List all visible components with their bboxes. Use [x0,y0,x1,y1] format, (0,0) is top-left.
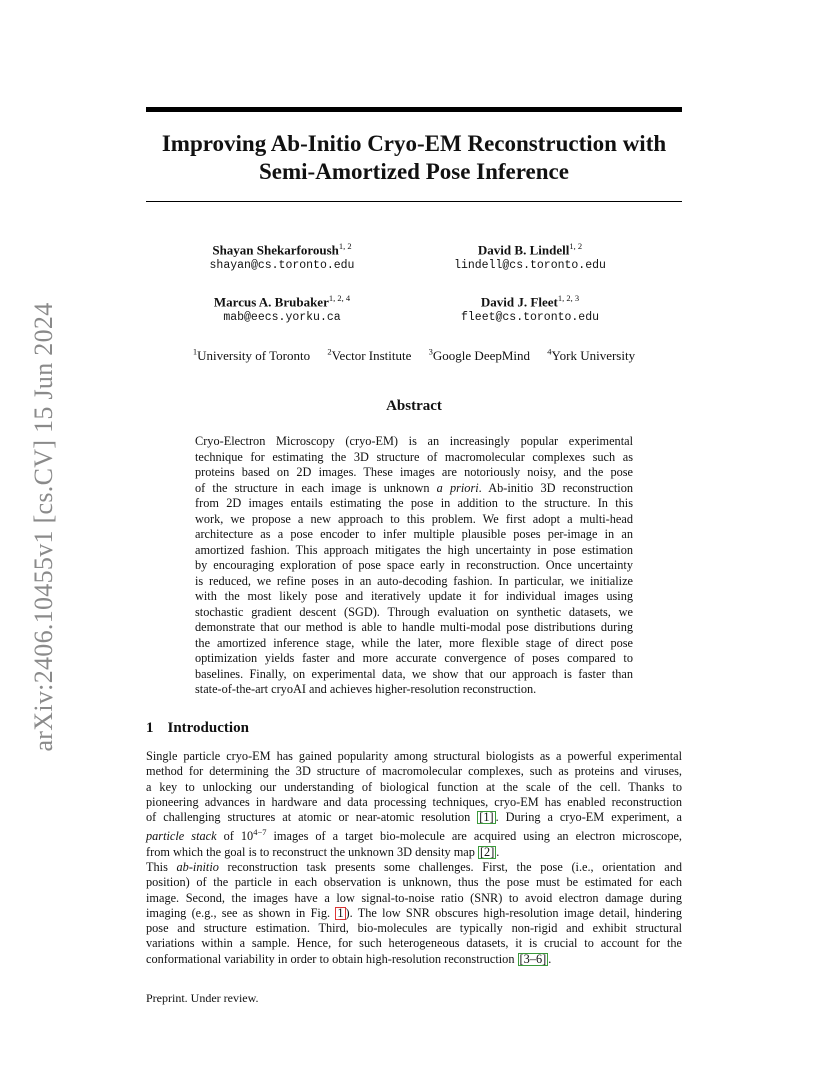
affiliations [146,344,682,364]
body-line: a key to unlocking our understanding of biological function at the scale of the cell. Thanks to [146,779,682,794]
body-line: variations within a sample. Hence, for such heterogeneous datasets, it is crucial to account for the [146,936,682,951]
title-line-2: Semi-Amortized Pose Inference [259,159,569,184]
abstract-line: Cryo-Electron Microscopy (cryo-EM) is an increasingly popular experimental [195,434,633,448]
affiliation-item: $^2$Vector Institute [327,347,412,364]
section-heading-introduction [146,720,249,737]
abstract-line: state-of-the-art cryoAI and achieves higher-resolution reconstruction. [195,682,537,696]
abstract-line: the amortized inference stage, while the later, more flexible stage of direct pose [195,635,633,650]
citation-link[interactable]: [3–6] [519,951,547,966]
author-email[interactable]: shayan@cs.toronto.edu [209,259,355,273]
abstract-line: technique for estimating the 3D structure of macromolecular complexes such as [195,449,633,464]
abstract-line: from 2D images entails estimating the pose in addition to the structure. In this [195,496,633,510]
affiliation-item: $^1$University of Toronto [192,347,311,364]
author-email[interactable]: fleet@cs.toronto.edu [460,311,600,325]
abstract-line: is reduced, we refine poses in an auto-decoding fashion. In particular, we initialize [195,573,633,588]
body-line: position) of the particle in each observation is unknown, thus the pose must be estimated for each [146,875,682,890]
section-title: Introduction [167,720,249,736]
citation-link[interactable]: [1] [479,810,494,825]
author-block [380,290,680,326]
body-line: from which the goal is to reconstruct the unknown 3D density map [2] . [146,844,500,859]
body-line: This ab-initio reconstruction task presents some challenges. First, the pose (i.e., orientation and [146,860,682,874]
abstract-body [195,434,633,698]
intro-paragraph-1 [146,749,682,860]
abstract-line: by encouraging exploration of pose space early in reconstruction. Once uncertainty [195,558,633,572]
body-line: particle stack of $10^{4-7}$ images of a target bio-molecule are acquired using an electron microscope, [146,827,682,844]
title-bottom-rule [146,201,682,202]
abstract-line: demonstrate that our method is able to handle multi-modal pose distributions during [195,620,633,634]
arxiv-identifier-sidebar: arXiv:2406.10455v1 [cs.CV] 15 Jun 2024 [29,302,58,752]
body-line: image. Second, the images have a low signal-to-noise ratio (SNR) to avoid electron damage during [146,890,682,905]
abstract-line: amortized fashion. This approach mitigates the high uncertainty in pose estimation [195,542,633,557]
title-top-rule [146,107,682,112]
author-name: Shayan Shekarforoush$^{1, 2}$ [212,241,352,258]
abstract-heading: Abstract [386,398,442,414]
affiliation-item: $^4$York University [547,347,636,364]
abstract-line: with the most likely pose and iteratively update it for individual images using [195,589,633,603]
abstract-line: baselines. Finally, on experimental data, we show that our approach is faster than [195,666,633,681]
figure-reference-link[interactable]: 1 [337,905,344,920]
abstract-line: stochastic gradient descent (SGD). Through evaluation on synthetic datasets, we [195,604,633,619]
author-block [380,238,680,274]
abstract-line: proteins based on 2D images. These images are notoriously noisy, and the pose [195,465,633,479]
abstract-line: architecture as a pose encoder to infer multiple plausible poses per-image in an [195,527,633,541]
section-number: 1 [146,720,154,736]
author-email[interactable]: lindell@cs.toronto.edu [454,259,606,273]
footer-note: Preprint. Under review. [146,991,259,1005]
author-name: David J. Fleet$^{1, 2, 3}$ [480,293,580,310]
paper-title [146,130,682,186]
author-name: David B. Lindell$^{1, 2}$ [477,241,583,258]
abstract-line: optimization yields faster and more accurate convergence of poses compared to [195,651,633,665]
author-email[interactable]: mab@eecs.yorku.ca [223,311,341,325]
affiliation-item: $^3$Google DeepMind [428,347,531,364]
body-line: pose and structure estimation. Third, bio-molecules are typically non-rigid and exhibit structural [146,921,682,936]
intro-paragraph-2 [146,860,682,967]
body-line: imaging (e.g., see as shown in Fig. 1 ). The low SNR obscures high-resolution image detail, hindering [146,905,682,920]
body-line: of challenging structures at atomic or near-atomic resolution [1] . During a cryo-EM experiment, a [146,810,682,825]
body-line: pioneering advances in hardware and data processing techniques, cryo-EM has enabled reconstruction [146,794,682,809]
author-name: Marcus A. Brubaker$^{1, 2, 4}$ [213,293,351,310]
citation-link[interactable]: [2] [479,844,495,859]
abstract-line: work, we propose a new approach to this problem. We first adopt a multi-head [195,511,633,526]
body-line: Single particle cryo-EM has gained popularity among structural biologists as a powerful experimental [146,749,682,763]
abstract-line: of the structure in each image is unknown a priori. Ab-initio 3D reconstruction [195,480,633,495]
title-line-1: Improving Ab-Initio Cryo-EM Reconstruction with [161,131,667,156]
body-line: conformational variability in order to obtain high-resolution reconstruction [3–6] . [146,951,552,966]
body-line: method for determining the 3D structure of macromolecular complexes, such as proteins and viruses, [146,764,682,779]
